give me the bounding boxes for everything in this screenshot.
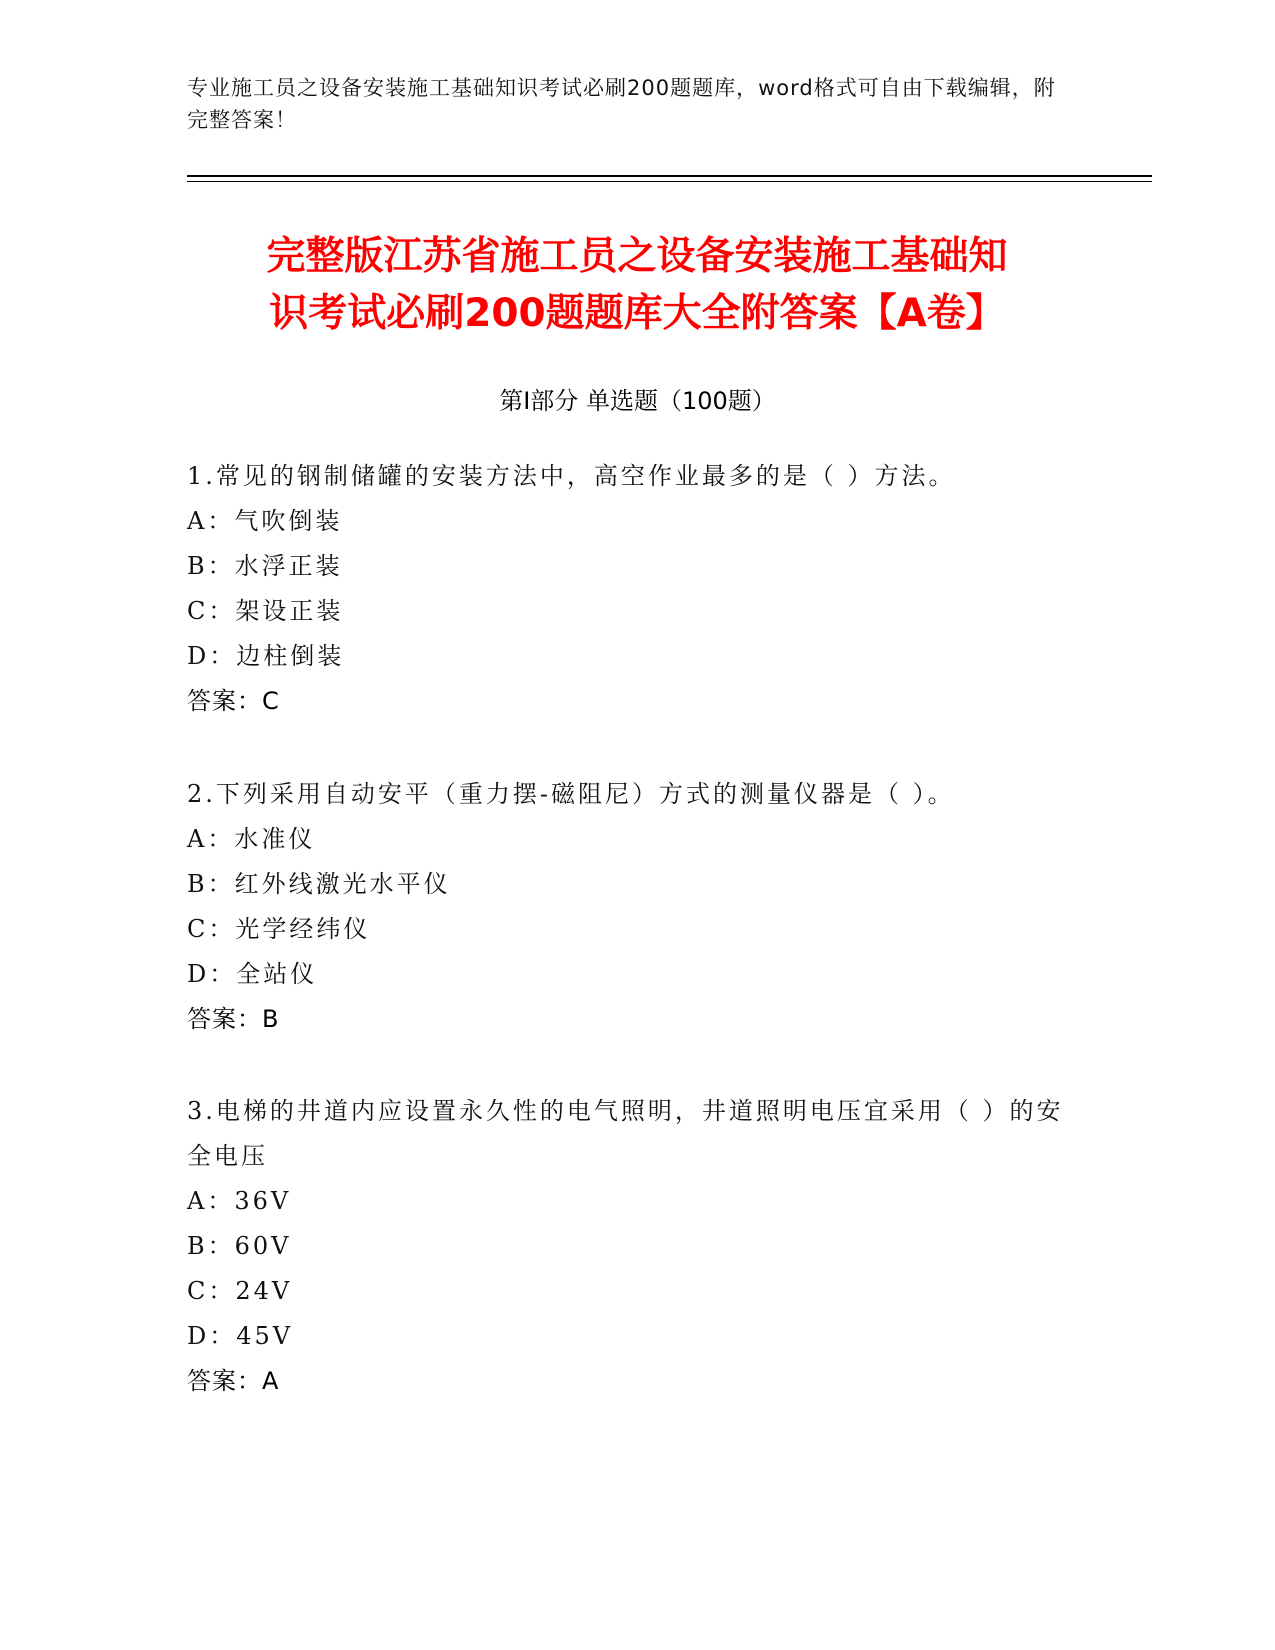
option-d: D：边柱倒装: [187, 642, 345, 670]
option-a: A：水准仪: [187, 825, 316, 853]
option-c: C：24V: [187, 1277, 293, 1305]
question-stem: 2.下列采用自动安平（重力摆-磁阻尼）方式的测量仪器是（ ）。: [187, 780, 955, 808]
answer: 答案：B: [187, 1005, 280, 1033]
option-d: D：全站仪: [187, 960, 318, 988]
option-b: B：红外线激光水平仪: [187, 870, 451, 898]
option-c: C：架设正装: [187, 597, 344, 625]
question-stem: 3.电梯的井道内应设置永久性的电气照明，井道照明电压宜采用（ ）的安全电压: [187, 1097, 1064, 1170]
option-a: A：气吹倒装: [187, 507, 343, 535]
question-2: [187, 772, 1087, 1042]
question-1: [187, 454, 1087, 724]
document-title-line-1: 完整版江苏省施工员之设备安装施工基础知: [266, 234, 1008, 279]
answer: 答案：A: [187, 1367, 280, 1395]
document-title: [187, 228, 1087, 342]
option-c: C：光学经纬仪: [187, 915, 371, 943]
header-divider-thin: [187, 181, 1152, 182]
header-note: 专业施工员之设备安装施工基础知识考试必刷200题题库，word格式可自由下载编辑，附完整答案！: [187, 76, 1056, 132]
answer: 答案：C: [187, 687, 280, 715]
header-divider-thick: [187, 175, 1152, 177]
option-b: B：60V: [187, 1232, 292, 1260]
option-d: D：45V: [187, 1322, 294, 1350]
document-title-line-2: 识考试必刷200题题库大全附答案【A卷】: [269, 291, 1005, 336]
option-a: A：36V: [187, 1187, 292, 1215]
question-3: [187, 1089, 1087, 1404]
option-b: B：水浮正装: [187, 552, 343, 580]
section-heading: 第Ⅰ部分 单选题（100题）: [499, 387, 776, 415]
question-stem: 1.常见的钢制储罐的安装方法中，高空作业最多的是（ ）方法。: [187, 462, 956, 490]
